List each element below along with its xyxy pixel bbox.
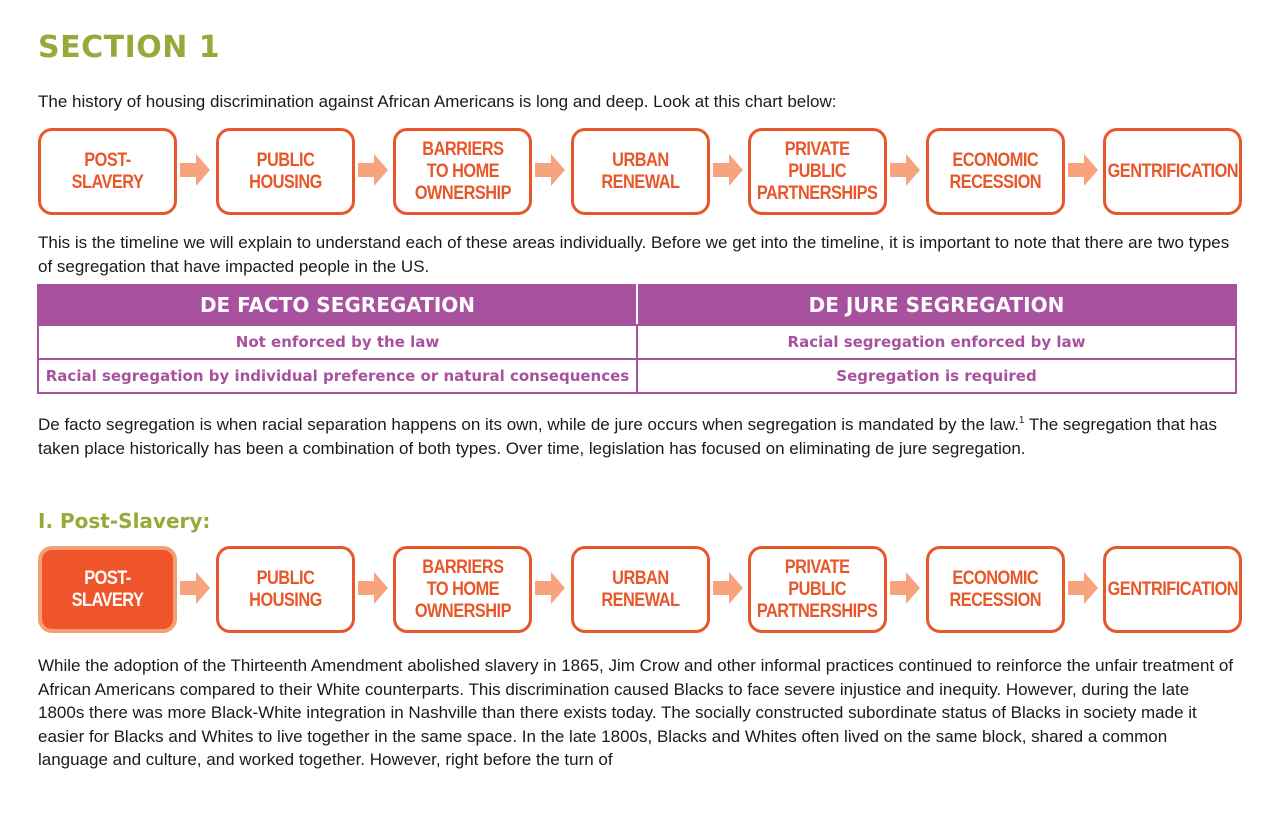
- table-header-de-facto: DE FACTO SEGREGATION: [38, 285, 637, 325]
- post-slavery-paragraph: While the adoption of the Thirteenth Amendment abolished slavery in 1865, Jim Crow and other informal practices continued to reinforce the unfair treatment of African Americans compared to their White counterparts. This discrimination caused Blacks to face severe injustice and inequity. However, during the late 1800s there was more Black-White integration in Nashville than there exists today. The socially constructed subordinate status of Blacks in society made it easier for Blacks and Whites to live together in the same space. In the late 1800s, Blacks and Whites often lived on the same block, shared a common language and culture, and worked together. However, right before the turn of: [38, 656, 1234, 769]
- post-slavery-heading: I. Post-Slavery:: [38, 509, 211, 533]
- timeline-step-label: ECONOMIC RECESSION: [949, 567, 1041, 611]
- arrow-right-icon: [1066, 571, 1100, 605]
- intro-paragraph: The history of housing discrimination against African Americans is long and deep. Look at this chart below:: [38, 92, 837, 111]
- timeline-step: [38, 546, 177, 633]
- arrow-right-icon: [178, 153, 212, 187]
- timeline-step-label: PUBLIC HOUSING: [248, 149, 322, 193]
- timeline-step-label: GENTRIFICATION: [1107, 578, 1238, 600]
- arrow-right-icon: [533, 571, 567, 605]
- timeline-flowchart: [38, 128, 1238, 214]
- timeline-step: [38, 128, 177, 215]
- timeline-step-label: PRIVATE PUBLIC PARTNERSHIPS: [757, 138, 878, 204]
- timeline-step-label: GENTRIFICATION: [1107, 160, 1238, 182]
- timeline-step-label: POST-SLAVERY: [71, 567, 144, 611]
- timeline-step: [393, 546, 532, 633]
- table-header-de-jure: DE JURE SEGREGATION: [637, 285, 1236, 325]
- definition-text-continued: The segregation that has taken place historically has been a combination of both types. Over time, legislation has focused on eliminating de jure segregation.: [38, 415, 1217, 458]
- definition-text: De facto segregation is when racial separation happens on its own, while de jure occurs when segregation is mandated by the law.: [38, 415, 1019, 434]
- timeline-step-label: ECONOMIC RECESSION: [949, 149, 1041, 193]
- table-cell: Segregation is required: [637, 359, 1236, 393]
- timeline-step: [216, 546, 355, 633]
- timeline-step-label: PRIVATE PUBLIC PARTNERSHIPS: [757, 556, 878, 622]
- arrow-right-icon: [1066, 153, 1100, 187]
- arrow-right-icon: [533, 153, 567, 187]
- timeline-step: [216, 128, 355, 215]
- timeline-step: [926, 546, 1065, 633]
- table-cell: Racial segregation by individual preference or natural consequences: [38, 359, 637, 393]
- timeline-step-label: URBAN RENEWAL: [600, 567, 680, 611]
- arrow-right-icon: [178, 571, 212, 605]
- table-cell: Racial segregation enforced by law: [637, 325, 1236, 359]
- footnote-marker: 1: [1018, 415, 1025, 426]
- timeline-step-label: PUBLIC HOUSING: [248, 567, 322, 611]
- segregation-comparison-table: [37, 284, 1237, 394]
- table-cell: Not enforced by the law: [38, 325, 637, 359]
- arrow-right-icon: [888, 571, 922, 605]
- table-header-row: [38, 285, 1236, 325]
- arrow-right-icon: [711, 571, 745, 605]
- timeline-explanation-paragraph: This is the timeline we will explain to understand each of these areas individually. Before we get into the timeline, it is important to note that there are two types of segregation that have impacted people in the US.: [38, 233, 1230, 276]
- timeline-step: [571, 546, 710, 633]
- timeline-step: [1103, 546, 1242, 633]
- timeline-step: [1103, 128, 1242, 215]
- arrow-right-icon: [888, 153, 922, 187]
- section-title: SECTION 1: [38, 30, 221, 65]
- table-row: [38, 359, 1236, 393]
- arrow-right-icon: [356, 153, 390, 187]
- definition-paragraph: [38, 413, 1238, 460]
- arrow-right-icon: [356, 571, 390, 605]
- timeline-step: [748, 128, 887, 215]
- timeline-step-label: BARRIERS TO HOME OWNERSHIP: [414, 556, 511, 622]
- timeline-step-label: BARRIERS TO HOME OWNERSHIP: [414, 138, 511, 204]
- timeline-step: [571, 128, 710, 215]
- timeline-step: [926, 128, 1065, 215]
- table-row: [38, 325, 1236, 359]
- timeline-step: [393, 128, 532, 215]
- arrow-right-icon: [711, 153, 745, 187]
- timeline-step-label: URBAN RENEWAL: [600, 149, 680, 193]
- timeline-step-label: POST-SLAVERY: [71, 149, 144, 193]
- timeline-step: [748, 546, 887, 633]
- timeline-flowchart-highlighted: [38, 546, 1238, 632]
